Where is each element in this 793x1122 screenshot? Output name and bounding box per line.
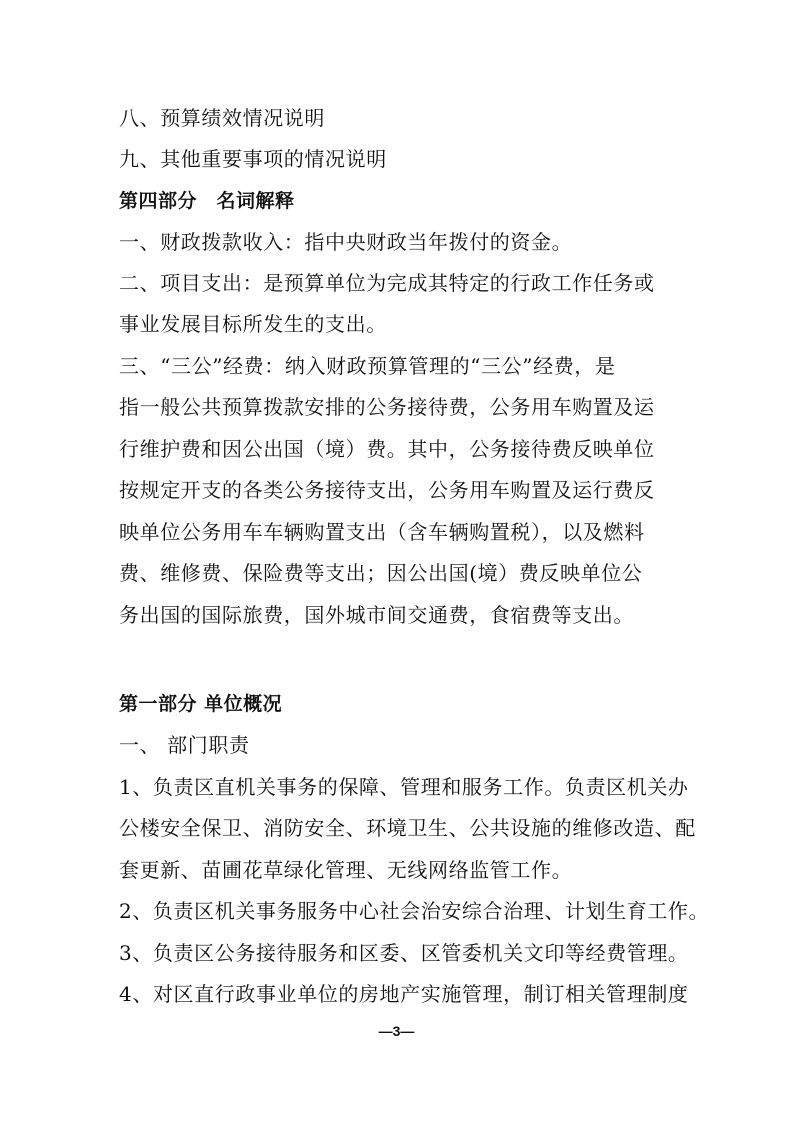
- part-four-heading: 第四部分 名词解释: [119, 190, 295, 212]
- paragraph-line: 映单位公务用车车辆购置支出（含车辆购置税），以及燃料: [119, 520, 645, 544]
- paragraph-line: 按规定开支的各类公务接待支出，公务用车购置及运行费反: [119, 478, 655, 502]
- paragraph-line: 行维护费和因公出国（境）费。其中，公务接待费反映单位: [119, 437, 655, 461]
- paragraph-line: 务出国的国际旅费，国外城市间交通费，食宿费等支出。: [119, 603, 634, 627]
- part-one-heading: 第一部分 单位概况: [119, 693, 283, 715]
- definition-fiscal-income: 一、财政拨款收入：指中央财政当年拨付的资金。: [119, 230, 573, 254]
- duty-item-1-cont: 公楼安全保卫、消防安全、环境卫生、公共设施的维修改造、配: [119, 816, 696, 840]
- page-number: —3—: [378, 1023, 415, 1039]
- duty-item-2: 2、负责区机关事务服务中心社会治安综合治理、计划生育工作。: [119, 899, 710, 923]
- department-duties-heading: 一、 部门职责: [119, 733, 250, 757]
- section-nine-line: 九、其他重要事项的情况说明: [119, 147, 387, 171]
- definition-project-expense: 二、项目支出：是预算单位为完成其特定的行政工作任务或: [119, 271, 655, 295]
- duty-item-1-cont: 套更新、苗圃花草绿化管理、无线网络监管工作。: [119, 858, 573, 882]
- section-eight-line: 八、预算绩效情况说明: [119, 106, 325, 130]
- duty-item-4: 4、对区直行政事业单位的房地产实施管理，制订相关管理制度: [119, 982, 689, 1006]
- duty-item-1: 1、负责区直机关事务的保障、管理和服务工作。负责区机关办: [119, 775, 689, 799]
- definition-project-expense-cont: 事业发展目标所发生的支出。: [119, 312, 387, 336]
- paragraph-line: 指一般公共预算拨款安排的公务接待费，公务用车购置及运: [119, 395, 655, 419]
- paragraph-line: 费、维修费、保险费等支出；因公出国(境）费反映单位公: [119, 561, 643, 585]
- duty-item-3: 3、负责区公务接待服务和区委、区管委机关文印等经费管理。: [119, 941, 689, 965]
- definition-three-public: 三、“三公”经费：纳入财政预算管理的“三公”经费，是: [119, 354, 616, 378]
